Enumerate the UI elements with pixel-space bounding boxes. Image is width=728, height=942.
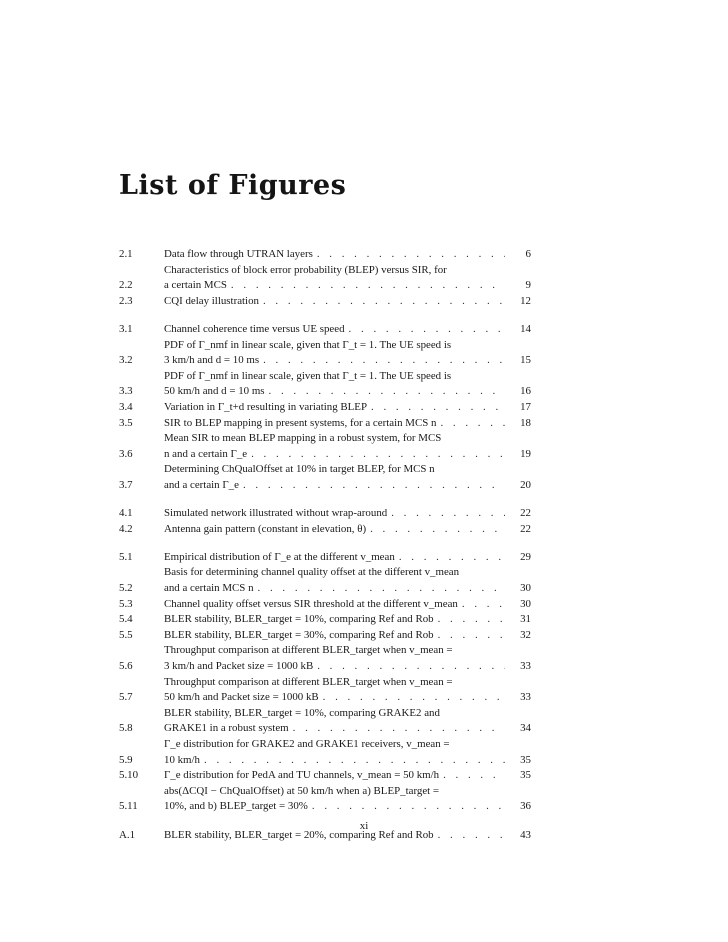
caption-line: Throughput comparison at different BLER_target when v_mean = [164, 644, 453, 657]
figure-page-number: 29 [520, 550, 531, 563]
figure-caption [164, 506, 531, 522]
dot-leader [462, 597, 505, 613]
figure-caption [164, 706, 531, 737]
figure-page-number: 14 [520, 322, 531, 335]
caption-text: BLER stability, BLER_target = 10%, comparing Ref and Rob [164, 613, 434, 626]
figure-number: 3.1 [119, 322, 133, 335]
figure-number: 4.1 [119, 507, 133, 520]
caption-last-line [164, 447, 531, 463]
figure-number: 5.2 [119, 582, 133, 595]
caption-line: Mean SIR to mean BLEP mapping in a robust system, for MCS [164, 432, 442, 445]
dot-leader [323, 690, 505, 706]
caption-line: PDF of Γ_nmf in linear scale, given that Γ_t = 1. The UE speed is [164, 338, 452, 351]
caption-last-line [164, 506, 531, 522]
figure-group [119, 322, 531, 494]
figure-caption [164, 416, 531, 432]
figure-entry[interactable] [119, 597, 531, 613]
figure-entry[interactable] [119, 400, 531, 416]
list-of-figures [119, 247, 531, 856]
figure-number: 3.3 [119, 385, 133, 398]
caption-last-line [164, 294, 531, 310]
figure-number: 3.5 [119, 416, 133, 429]
figure-group [119, 550, 531, 815]
figure-number: 5.9 [119, 753, 133, 766]
figure-entry[interactable] [119, 369, 531, 400]
caption-text: SIR to BLEP mapping in present systems, for a certain MCS n [164, 416, 437, 429]
page-title: List of Figures [119, 170, 347, 201]
caption-last-line [164, 799, 531, 815]
dot-leader [440, 416, 505, 432]
figure-entry[interactable] [119, 550, 531, 566]
caption-text: Γ_e distribution for PedA and TU channels, v_mean = 50 km/h [164, 769, 440, 782]
caption-text: 10 km/h [164, 753, 201, 766]
caption-last-line [164, 612, 531, 628]
caption-text: 50 km/h and Packet size = 1000 kB [164, 691, 319, 704]
caption-line: abs(ΔCQI − ChQualOffset) at 50 km/h when a) BLEP_target = [164, 784, 440, 797]
caption-last-line [164, 550, 531, 566]
dot-leader [263, 294, 505, 310]
dot-leader [399, 550, 505, 566]
figure-entry[interactable] [119, 706, 531, 737]
figure-page-number: 31 [520, 613, 531, 626]
caption-line: PDF of Γ_nmf in linear scale, given that Γ_t = 1. The UE speed is [164, 369, 452, 382]
figure-page-number: 33 [520, 691, 531, 704]
caption-last-line [164, 278, 531, 294]
caption-text: Channel coherence time versus UE speed [164, 322, 345, 335]
figure-number: A.1 [119, 828, 136, 841]
caption-text: BLER stability, BLER_target = 30%, comparing Ref and Rob [164, 628, 434, 641]
caption-text: Channel quality offset versus SIR threshold at the different v_mean [164, 597, 458, 610]
dot-leader [243, 478, 505, 494]
figure-caption [164, 322, 531, 338]
caption-last-line [164, 384, 531, 400]
figure-number: 5.3 [119, 597, 133, 610]
caption-text: Antenna gain pattern (constant in elevation, θ) [164, 522, 367, 535]
figure-caption [164, 338, 531, 369]
figure-entry[interactable] [119, 628, 531, 644]
figure-entry[interactable] [119, 768, 531, 784]
dot-leader [293, 721, 505, 737]
dot-leader [312, 799, 505, 815]
caption-last-line [164, 522, 531, 538]
figure-number: 5.10 [119, 769, 139, 782]
figure-caption [164, 431, 531, 462]
dot-leader [349, 322, 505, 338]
figure-caption [164, 675, 531, 706]
caption-text: and a certain MCS n [164, 582, 254, 595]
caption-line: BLER stability, BLER_target = 10%, comparing GRAKE2 and [164, 706, 440, 719]
figure-page-number: 30 [520, 582, 531, 595]
figure-number: 5.8 [119, 722, 133, 735]
caption-text: and a certain Γ_e [164, 478, 239, 491]
caption-text: GRAKE1 in a robust system [164, 722, 289, 735]
figure-entry[interactable] [119, 338, 531, 369]
figure-page-number: 12 [520, 294, 531, 307]
dot-leader [317, 659, 505, 675]
dot-leader [204, 753, 505, 769]
caption-text: BLER stability, BLER_target = 20%, comparing Ref and Rob [164, 828, 434, 841]
figure-caption [164, 597, 531, 613]
figure-caption [164, 247, 531, 263]
dot-leader [231, 278, 505, 294]
figure-group [119, 506, 531, 537]
figure-page-number: 9 [525, 279, 531, 292]
figure-number: 2.1 [119, 248, 133, 260]
figure-entry[interactable] [119, 643, 531, 674]
caption-last-line [164, 581, 531, 597]
dot-leader [438, 628, 505, 644]
figure-page-number: 34 [520, 722, 531, 735]
page-number: xi [359, 820, 369, 832]
figure-number: 3.4 [119, 400, 133, 413]
figure-entry[interactable] [119, 612, 531, 628]
figure-page-number: 17 [520, 400, 531, 413]
dot-leader [443, 768, 505, 784]
figure-page-number: 33 [520, 660, 531, 673]
figure-number: 5.11 [119, 800, 138, 813]
figure-number: 3.6 [119, 447, 133, 460]
caption-last-line [164, 628, 531, 644]
figure-page-number: 36 [520, 800, 531, 813]
caption-text: Data flow through UTRAN layers [164, 248, 313, 260]
dot-leader [258, 581, 505, 597]
figure-number: 3.7 [119, 478, 133, 491]
dot-leader [269, 384, 505, 400]
figure-caption [164, 400, 531, 416]
figure-number: 2.2 [119, 279, 133, 292]
figure-page-number: 30 [520, 597, 531, 610]
caption-last-line [164, 768, 531, 784]
figure-entry[interactable] [119, 737, 531, 768]
figure-entry[interactable] [119, 322, 531, 338]
caption-text: a certain MCS [164, 279, 227, 292]
figure-page-number: 20 [520, 478, 531, 491]
figure-number: 5.4 [119, 613, 133, 626]
figure-page-number: 18 [520, 416, 531, 429]
figure-page-number: 15 [520, 354, 531, 367]
figure-entry[interactable] [119, 565, 531, 596]
figure-entry[interactable] [119, 522, 531, 538]
figure-caption [164, 263, 531, 294]
caption-text: n and a certain Γ_e [164, 447, 248, 460]
figure-number: 4.2 [119, 522, 133, 535]
caption-line: Throughput comparison at different BLER_target when v_mean = [164, 675, 453, 688]
caption-text: 10%, and b) BLEP_target = 30% [164, 800, 308, 813]
caption-line: Characteristics of block error probability (BLEP) versus SIR, for [164, 263, 447, 276]
figure-entry[interactable] [119, 675, 531, 706]
dot-leader [391, 506, 505, 522]
dot-leader [263, 353, 505, 369]
figure-caption [164, 643, 531, 674]
dot-leader [317, 247, 505, 263]
dot-leader [370, 522, 505, 538]
figure-page-number: 16 [520, 385, 531, 398]
figure-caption [164, 737, 531, 768]
caption-line: Determining ChQualOffset at 10% in target BLEP, for MCS n [164, 463, 435, 476]
dot-leader [371, 400, 505, 416]
caption-text: Variation in Γ_t+d resulting in variating BLEP [164, 400, 367, 413]
caption-text: Empirical distribution of Γ_e at the different v_mean [164, 550, 395, 563]
caption-last-line [164, 659, 531, 675]
figure-page-number: 6 [525, 248, 531, 260]
figure-number: 5.6 [119, 660, 133, 673]
figure-number: 5.7 [119, 691, 133, 704]
figure-entry[interactable] [119, 784, 531, 815]
figure-page-number: 22 [520, 522, 531, 535]
figure-caption [164, 550, 531, 566]
figure-page-number: 35 [520, 769, 531, 782]
caption-line: Γ_e distribution for GRAKE2 and GRAKE1 receivers, v_mean = [164, 738, 450, 750]
figure-entry[interactable] [119, 247, 531, 263]
figure-caption [164, 369, 531, 400]
dot-leader [438, 612, 505, 628]
figure-number: 3.2 [119, 354, 133, 367]
figure-entry[interactable] [119, 263, 531, 294]
caption-line: Basis for determining channel quality offset at the different v_mean [164, 566, 460, 579]
figure-caption [164, 462, 531, 493]
caption-last-line [164, 721, 531, 737]
figure-entry[interactable] [119, 462, 531, 493]
figure-group [119, 247, 531, 309]
caption-last-line [164, 597, 531, 613]
figure-caption [164, 612, 531, 628]
dot-leader [251, 447, 505, 463]
caption-text: 50 km/h and d = 10 ms [164, 385, 265, 398]
figure-caption [164, 522, 531, 538]
figure-page-number: 43 [520, 828, 531, 841]
caption-text: 3 km/h and d = 10 ms [164, 354, 260, 367]
figure-caption [164, 768, 531, 784]
figure-caption [164, 628, 531, 644]
figure-number: 5.5 [119, 628, 133, 641]
caption-last-line [164, 353, 531, 369]
figure-page-number: 32 [520, 628, 531, 641]
figure-entry[interactable] [119, 506, 531, 522]
figure-entry[interactable] [119, 431, 531, 462]
caption-last-line [164, 478, 531, 494]
figure-caption [164, 565, 531, 596]
figure-number: 5.1 [119, 550, 133, 563]
figure-entry[interactable] [119, 416, 531, 432]
caption-last-line [164, 690, 531, 706]
caption-last-line [164, 400, 531, 416]
caption-last-line [164, 322, 531, 338]
caption-text: CQI delay illustration [164, 294, 259, 307]
figure-caption [164, 784, 531, 815]
figure-number: 2.3 [119, 294, 133, 307]
figure-entry[interactable] [119, 294, 531, 310]
caption-last-line [164, 416, 531, 432]
figure-page-number: 35 [520, 753, 531, 766]
figure-page-number: 19 [520, 447, 531, 460]
figure-page-number: 22 [520, 507, 531, 520]
caption-last-line [164, 753, 531, 769]
caption-text: 3 km/h and Packet size = 1000 kB [164, 660, 314, 673]
figure-caption [164, 294, 531, 310]
caption-last-line [164, 247, 531, 263]
caption-text: Simulated network illustrated without wrap-around [164, 507, 388, 520]
